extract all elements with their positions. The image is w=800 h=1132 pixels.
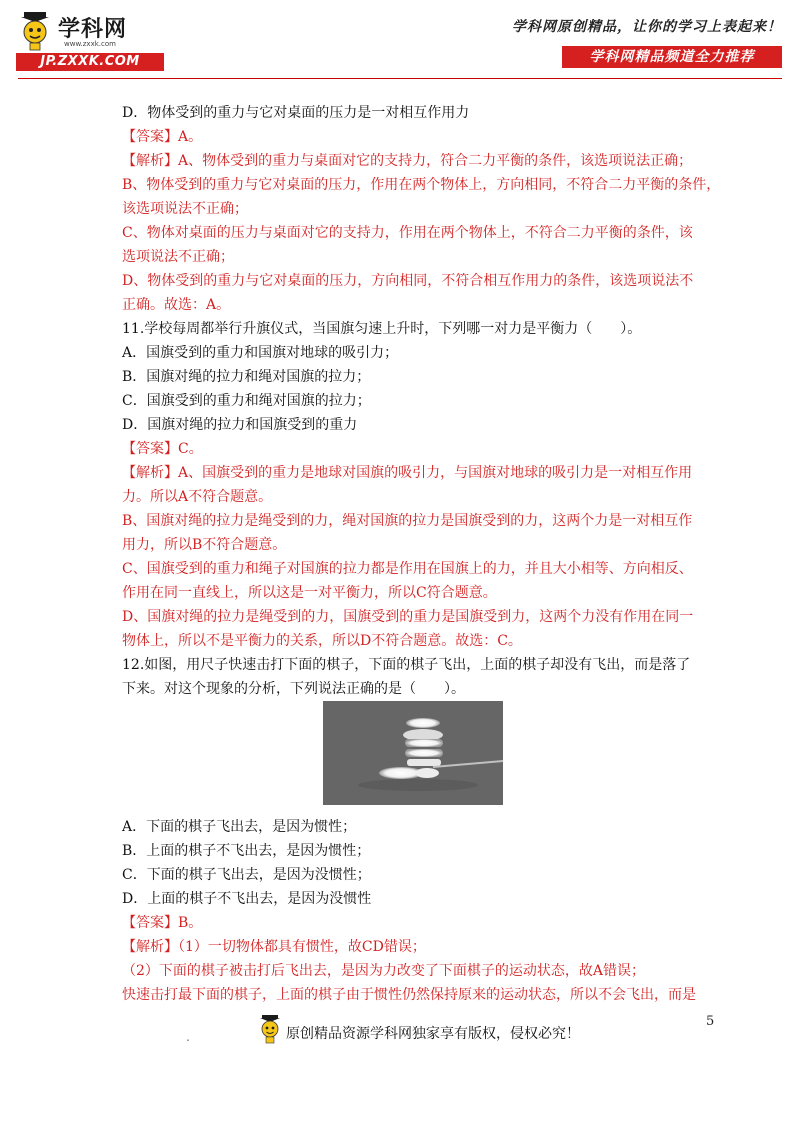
text-line: （2）下面的棋子被击打后飞出去，是因为力改变了下面棋子的运动状态，故A错误； [122,963,646,979]
text-line: 【答案】B。 [122,915,203,931]
text-line: 【解析】A、国旗受到的重力是地球对国旗的吸引力，与国旗对地球的吸引力是一对相互作用 [122,465,693,481]
text-line: D．物体受到的重力与它对桌面的压力是一对相互作用力 [122,105,470,121]
text-line: B．国旗对绳的拉力和绳对国旗的拉力； [122,369,371,385]
text-line: 快速击打最下面的棋子，上面的棋子由于惯性仍然保持原来的运动状态，所以不会飞出，而是 [122,987,696,1003]
text-line: 用力，所以B不符合题意。 [122,537,287,553]
text-line: D、国旗对绳的拉力是绳受到的力，国旗受到的重力是国旗受到力，这两个力没有作用在同一 [122,609,694,625]
text-line: C．国旗受到的重力和绳对国旗的拉力； [122,393,371,409]
page-number: 5 [706,1014,715,1029]
text-line: B、物体受到的重力与它对桌面的压力，作用在两个物体上，方向相同，不符合二力平衡的条件， [122,177,721,193]
text-line: 【答案】A。 [122,129,203,145]
text-line: 12.如图，用尺子快速击打下面的棋子，下面的棋子飞出，上面的棋子却没有飞出，而是落了 [122,657,691,673]
footer-dot: . [186,1030,190,1044]
text-line: 力。所以A不符合题意。 [122,489,273,505]
text-line: A．国旗受到的重力和国旗对地球的吸引力； [122,345,399,361]
text-line: 该选项说法不正确； [122,201,248,217]
text-line: 正确。故选：A。 [122,297,231,313]
text-line: D、物体受到的重力与它对桌面的压力，方向相同，不符合相互作用力的条件，该选项说法不 [122,273,694,289]
logo-url-bar: JP.ZXXK.COM [16,53,164,71]
chess-pieces-photo [323,701,503,805]
text-line: 【答案】C。 [122,441,203,457]
text-line: B、国旗对绳的拉力是绳受到的力，绳对国旗的拉力是国旗受到的力，这两个力是一对相互作 [122,513,693,529]
text-line: D．上面的棋子不飞出去，是因为没惯性 [122,891,372,907]
mascot-icon [18,10,56,52]
zxxk-logo[interactable] [8,10,168,72]
text-line: 作用在同一直线上，所以这是一对平衡力，所以C符合题意。 [122,585,497,601]
text-line: C、物体对桌面的压力与桌面对它的支持力，作用在两个物体上，不符合二力平衡的条件，该 [122,225,693,241]
text-line: 物体上，所以不是平衡力的关系，所以D不符合题意。故选：C。 [122,633,522,649]
logo-subtext: www.zxxk.com [64,40,116,48]
stacked-chess-pieces-image [323,701,503,805]
logo-text: 学科网 [58,17,128,42]
header-banner: 学科网精品频道全力推荐 [562,46,782,68]
text-line: C、国旗受到的重力和绳子对国旗的拉力都是作用在国旗上的力，并且大小相等、方向相反、 [122,561,693,577]
text-line: 【解析】A、物体受到的重力与桌面对它的支持力，符合二力平衡的条件，该选项说法正确； [122,153,693,169]
text-line: B．上面的棋子不飞出去，是因为惯性； [122,843,371,859]
text-line: C．下面的棋子飞出去，是因为没惯性； [122,867,371,883]
footer-copyright: 原创精品资源学科网独家享有版权，侵权必究！ [286,1026,580,1042]
text-line: 11.学校每周都举行升旗仪式，当国旗匀速上升时，下列哪一对力是平衡力（ ）。 [122,321,642,337]
page-header [0,0,800,80]
text-line: D．国旗对绳的拉力和国旗受到的重力 [122,417,358,433]
text-line: 【解析】（1）一切物体都具有惯性，故CD错误； [122,939,426,955]
text-line: 下来。对这个现象的分析，下列说法正确的是（ ）。 [122,681,465,697]
text-line: 选项说法不正确； [122,249,234,265]
header-slogan: 学科网原创精品，让你的学习上表起来！ [512,19,782,35]
footer-mascot-icon [258,1014,284,1044]
text-line: A．下面的棋子飞出去，是因为惯性； [122,819,357,835]
header-divider [18,78,782,79]
